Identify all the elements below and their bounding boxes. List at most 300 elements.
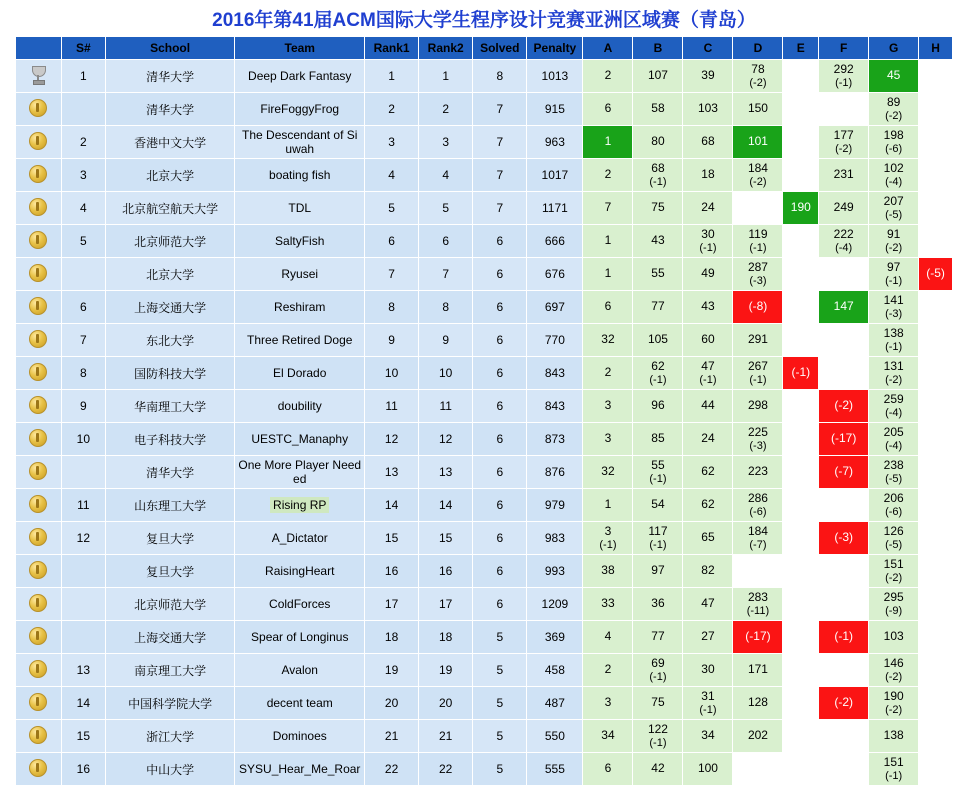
- problem-time: 198: [883, 128, 904, 143]
- column-header-team[interactable]: Team: [235, 37, 365, 60]
- cell-problem-e: [783, 720, 819, 753]
- problem-time: 1: [604, 233, 612, 248]
- cell-rank: 16: [61, 753, 105, 786]
- cell-problem-b: [633, 390, 683, 423]
- column-header-problem-e[interactable]: E: [783, 37, 819, 60]
- cell-team[interactable]: ColdForces: [235, 588, 365, 621]
- cell-problem-c: [683, 291, 733, 324]
- cell-penalty: 369: [527, 621, 583, 654]
- cell-problem-f: [819, 357, 869, 390]
- cell-penalty: 876: [527, 456, 583, 489]
- cell-problem-g: [869, 192, 919, 225]
- problem-time: 138: [883, 728, 904, 743]
- scoreboard-header: [16, 37, 953, 60]
- cell-problem-h: [919, 258, 953, 291]
- cell-problem-h: [919, 225, 953, 258]
- table-row[interactable]: [16, 126, 953, 159]
- cell-problem-h: [919, 291, 953, 324]
- cell-team[interactable]: Deep Dark Fantasy: [235, 60, 365, 93]
- problem-time: 89: [886, 95, 901, 110]
- problem-time: 202: [747, 728, 768, 743]
- problem-time: 206: [883, 491, 904, 506]
- cell-problem-e: [783, 621, 819, 654]
- cell-rank: 8: [61, 357, 105, 390]
- cell-rank1: 13: [365, 456, 419, 489]
- cell-school: 清华大学: [105, 60, 235, 93]
- cell-rank: 12: [61, 522, 105, 555]
- column-header-penalty[interactable]: Penalty: [527, 37, 583, 60]
- cell-problem-f: [819, 126, 869, 159]
- cell-problem-a: [583, 753, 633, 786]
- table-row[interactable]: [16, 720, 953, 753]
- problem-time: 77: [651, 629, 665, 644]
- problem-time: 7: [604, 200, 612, 215]
- problem-time: 101: [747, 134, 768, 149]
- problem-attempts: (-2): [885, 241, 903, 254]
- problem-time: 33: [601, 596, 615, 611]
- cell-rank2: 13: [419, 456, 473, 489]
- problem-time: 119: [748, 227, 768, 242]
- cell-problem-f: [819, 588, 869, 621]
- problem-time: (-17): [831, 431, 857, 446]
- problem-time: 69: [651, 656, 665, 671]
- cell-problem-g: [869, 687, 919, 720]
- cell-rank2: 22: [419, 753, 473, 786]
- problem-attempts: (-1): [749, 241, 767, 254]
- cell-solved: 6: [473, 258, 527, 291]
- column-header-problem-f[interactable]: F: [819, 37, 869, 60]
- problem-time: 34: [701, 728, 715, 743]
- cell-problem-e: [783, 753, 819, 786]
- cell-rank: 2: [61, 126, 105, 159]
- problem-time: 82: [701, 563, 715, 578]
- problem-time: 80: [651, 134, 665, 149]
- cell-rank1: 21: [365, 720, 419, 753]
- cell-team[interactable]: decent team: [235, 687, 365, 720]
- cell-problem-e: [783, 192, 819, 225]
- problem-attempts: (-2): [835, 142, 853, 155]
- column-header-problem-d[interactable]: D: [733, 37, 783, 60]
- cell-problem-e: [783, 225, 819, 258]
- cell-problem-d: [733, 258, 783, 291]
- cell-problem-b: [633, 489, 683, 522]
- cell-problem-h: [919, 489, 953, 522]
- cell-rank2: 16: [419, 555, 473, 588]
- column-header-rank[interactable]: S#: [61, 37, 105, 60]
- problem-time: (-2): [834, 398, 853, 413]
- problem-attempts: (-6): [885, 142, 903, 155]
- column-header-problem-h[interactable]: H: [919, 37, 953, 60]
- medal-icon: [16, 126, 62, 159]
- table-row[interactable]: [16, 753, 953, 786]
- cell-problem-d: [733, 621, 783, 654]
- cell-problem-c: [683, 687, 733, 720]
- cell-problem-h: [919, 654, 953, 687]
- medal-icon: [16, 720, 62, 753]
- table-row[interactable]: [16, 687, 953, 720]
- cell-rank: 11: [61, 489, 105, 522]
- problem-time: 97: [651, 563, 665, 578]
- cell-problem-b: [633, 423, 683, 456]
- cell-problem-e: [783, 357, 819, 390]
- cell-penalty: 487: [527, 687, 583, 720]
- cell-rank1: 20: [365, 687, 419, 720]
- cell-problem-c: [683, 555, 733, 588]
- cell-team[interactable]: A_Dictator: [235, 522, 365, 555]
- cell-problem-b: [633, 357, 683, 390]
- cell-problem-h: [919, 423, 953, 456]
- problem-attempts: (-1): [749, 373, 767, 386]
- cell-rank1: 6: [365, 225, 419, 258]
- cell-problem-e: [783, 60, 819, 93]
- column-header-icon[interactable]: [16, 37, 62, 60]
- problem-time: 292: [833, 62, 854, 77]
- cell-problem-a: [583, 456, 633, 489]
- cell-school: 电子科技大学: [105, 423, 235, 456]
- problem-time: 4: [604, 629, 612, 644]
- cell-problem-a: [583, 93, 633, 126]
- problem-time: 58: [651, 101, 665, 116]
- cell-rank: 1: [61, 60, 105, 93]
- problem-attempts: (-4): [885, 439, 903, 452]
- cell-penalty: 963: [527, 126, 583, 159]
- problem-attempts: (-3): [885, 307, 903, 320]
- column-header-solved[interactable]: Solved: [473, 37, 527, 60]
- problem-time: 55: [651, 458, 665, 473]
- cell-solved: 7: [473, 192, 527, 225]
- cell-problem-d: [733, 753, 783, 786]
- problem-time: 60: [701, 332, 715, 347]
- problem-attempts: (-9): [885, 604, 903, 617]
- column-header-problem-g[interactable]: G: [869, 37, 919, 60]
- cell-team[interactable]: [235, 489, 365, 522]
- cell-solved: 6: [473, 522, 527, 555]
- column-header-rank1[interactable]: Rank1: [365, 37, 419, 60]
- cell-problem-a: [583, 324, 633, 357]
- medal-icon: [16, 159, 62, 192]
- cell-team[interactable]: Avalon: [235, 654, 365, 687]
- table-row[interactable]: [16, 324, 953, 357]
- cell-solved: 8: [473, 60, 527, 93]
- problem-time: 34: [601, 728, 615, 743]
- problem-time: 295: [883, 590, 904, 605]
- problem-time: 54: [651, 497, 665, 512]
- cell-problem-g: [869, 93, 919, 126]
- cell-school: 国防科技大学: [105, 357, 235, 390]
- cell-problem-g: [869, 159, 919, 192]
- cell-problem-a: [583, 489, 633, 522]
- cell-problem-d: [733, 456, 783, 489]
- problem-attempts: (-7): [749, 538, 767, 551]
- cell-problem-c: [683, 489, 733, 522]
- cell-problem-e: [783, 423, 819, 456]
- cell-rank2: 2: [419, 93, 473, 126]
- problem-time: 267: [747, 359, 768, 374]
- problem-time: 286: [747, 491, 768, 506]
- problem-time: 30: [701, 662, 715, 677]
- cell-problem-e: [783, 258, 819, 291]
- cell-rank: 5: [61, 225, 105, 258]
- problem-time: 287: [747, 260, 768, 275]
- cell-team[interactable]: Reshiram: [235, 291, 365, 324]
- column-header-rank2[interactable]: Rank2: [419, 37, 473, 60]
- cell-team[interactable]: TDL: [235, 192, 365, 225]
- cell-problem-f: [819, 423, 869, 456]
- cell-school: 中山大学: [105, 753, 235, 786]
- problem-time: 2: [604, 68, 612, 83]
- cell-rank1: 1: [365, 60, 419, 93]
- column-header-problem-b[interactable]: B: [633, 37, 683, 60]
- problem-attempts: (-1): [649, 175, 667, 188]
- table-row[interactable]: [16, 456, 953, 489]
- cell-team[interactable]: FireFoggyFrog: [235, 93, 365, 126]
- cell-team[interactable]: Dominoes: [235, 720, 365, 753]
- problem-attempts: (-2): [749, 175, 767, 188]
- cell-solved: 6: [473, 489, 527, 522]
- table-row[interactable]: [16, 192, 953, 225]
- table-row[interactable]: [16, 390, 953, 423]
- cell-problem-b: [633, 687, 683, 720]
- cell-problem-a: [583, 258, 633, 291]
- problem-time: 24: [701, 200, 715, 215]
- header-row: [16, 37, 953, 60]
- cell-penalty: 676: [527, 258, 583, 291]
- cell-problem-d: [733, 357, 783, 390]
- cell-problem-g: [869, 291, 919, 324]
- problem-time: 223: [747, 464, 768, 479]
- problem-attempts: (-1): [649, 538, 667, 551]
- cell-rank: [61, 93, 105, 126]
- cell-rank2: 18: [419, 621, 473, 654]
- table-row[interactable]: [16, 225, 953, 258]
- problem-attempts: (-6): [885, 505, 903, 518]
- cell-problem-h: [919, 621, 953, 654]
- table-row[interactable]: [16, 522, 953, 555]
- cell-penalty: 843: [527, 357, 583, 390]
- cell-problem-f: [819, 291, 869, 324]
- problem-time: 62: [701, 464, 715, 479]
- cell-problem-c: [683, 753, 733, 786]
- column-header-problem-c[interactable]: C: [683, 37, 733, 60]
- medal-icon: [16, 456, 62, 489]
- cell-team[interactable]: Three Retired Doge: [235, 324, 365, 357]
- problem-time: 96: [651, 398, 665, 413]
- cell-solved: 6: [473, 423, 527, 456]
- cell-school: 中国科学院大学: [105, 687, 235, 720]
- cell-school: 复旦大学: [105, 555, 235, 588]
- problem-time: 62: [651, 359, 665, 374]
- cell-problem-h: [919, 126, 953, 159]
- problem-attempts: (-1): [649, 472, 667, 485]
- table-row[interactable]: [16, 654, 953, 687]
- cell-problem-g: [869, 423, 919, 456]
- cell-penalty: 550: [527, 720, 583, 753]
- cell-problem-f: [819, 93, 869, 126]
- cell-penalty: 1017: [527, 159, 583, 192]
- table-row[interactable]: [16, 93, 953, 126]
- cell-problem-h: [919, 357, 953, 390]
- cell-school: 浙江大学: [105, 720, 235, 753]
- problem-time: 147: [833, 299, 854, 314]
- cell-rank1: 12: [365, 423, 419, 456]
- table-row[interactable]: [16, 621, 953, 654]
- cell-problem-b: [633, 60, 683, 93]
- problem-time: 259: [883, 392, 904, 407]
- cell-team[interactable]: The Descendant of Si uwah: [235, 126, 365, 159]
- problem-time: 146: [883, 656, 904, 671]
- cell-problem-f: [819, 720, 869, 753]
- medal-icon: [16, 192, 62, 225]
- cell-problem-b: [633, 126, 683, 159]
- cell-penalty: 770: [527, 324, 583, 357]
- cell-team[interactable]: One More Player Need ed: [235, 456, 365, 489]
- cell-solved: 7: [473, 159, 527, 192]
- problem-time: 249: [833, 200, 854, 215]
- cell-problem-g: [869, 456, 919, 489]
- cell-problem-c: [683, 456, 733, 489]
- table-row[interactable]: [16, 489, 953, 522]
- cell-rank: [61, 456, 105, 489]
- cell-problem-h: [919, 93, 953, 126]
- cell-penalty: 555: [527, 753, 583, 786]
- cell-penalty: 993: [527, 555, 583, 588]
- table-row[interactable]: [16, 423, 953, 456]
- cell-problem-h: [919, 390, 953, 423]
- table-row[interactable]: [16, 357, 953, 390]
- problem-time: 47: [701, 596, 715, 611]
- problem-time: (-1): [791, 365, 811, 380]
- cell-rank2: 17: [419, 588, 473, 621]
- problem-attempts: (-2): [885, 109, 903, 122]
- problem-time: 43: [651, 233, 665, 248]
- problem-attempts: (-5): [885, 208, 903, 221]
- cell-team[interactable]: SYSU_Hear_Me_Roar: [235, 753, 365, 786]
- cell-rank: 10: [61, 423, 105, 456]
- cell-rank: 13: [61, 654, 105, 687]
- problem-attempts: (-1): [649, 736, 667, 749]
- problem-time: (-1): [834, 629, 853, 644]
- problem-time: 238: [883, 458, 904, 473]
- cell-problem-f: [819, 324, 869, 357]
- cell-penalty: 873: [527, 423, 583, 456]
- cell-rank2: 7: [419, 258, 473, 291]
- cell-problem-d: [733, 126, 783, 159]
- cell-problem-b: [633, 753, 683, 786]
- medal-icon: [16, 687, 62, 720]
- table-row[interactable]: [16, 258, 953, 291]
- cell-team[interactable]: UESTC_Manaphy: [235, 423, 365, 456]
- problem-time: 291: [747, 332, 768, 347]
- problem-time: 2: [604, 365, 612, 380]
- cell-rank: 3: [61, 159, 105, 192]
- cell-rank2: 8: [419, 291, 473, 324]
- cell-problem-g: [869, 489, 919, 522]
- cell-problem-h: [919, 555, 953, 588]
- cell-team[interactable]: doubility: [235, 390, 365, 423]
- cell-problem-g: [869, 126, 919, 159]
- problem-time: 2: [604, 167, 612, 182]
- cell-rank1: 4: [365, 159, 419, 192]
- table-row[interactable]: [16, 159, 953, 192]
- cell-rank1: 22: [365, 753, 419, 786]
- cell-problem-g: [869, 357, 919, 390]
- medal-icon: [16, 753, 62, 786]
- cell-rank: 14: [61, 687, 105, 720]
- cell-school: 山东理工大学: [105, 489, 235, 522]
- cell-problem-e: [783, 654, 819, 687]
- cell-team[interactable]: RaisingHeart: [235, 555, 365, 588]
- problem-time: 91: [886, 227, 901, 242]
- table-row[interactable]: [16, 588, 953, 621]
- column-header-school[interactable]: School: [105, 37, 235, 60]
- cell-penalty: 843: [527, 390, 583, 423]
- cell-problem-f: [819, 192, 869, 225]
- cell-rank: [61, 621, 105, 654]
- cell-team[interactable]: boating fish: [235, 159, 365, 192]
- cell-problem-d: [733, 390, 783, 423]
- problem-time: 32: [601, 332, 615, 347]
- cell-problem-b: [633, 159, 683, 192]
- problem-time: 222: [833, 227, 854, 242]
- medal-icon: [16, 489, 62, 522]
- problem-time: 39: [701, 68, 715, 83]
- cell-team[interactable]: Spear of Longinus: [235, 621, 365, 654]
- problem-attempts: (-1): [885, 340, 903, 353]
- cell-rank: 15: [61, 720, 105, 753]
- cell-rank1: 17: [365, 588, 419, 621]
- problem-time: (-5): [926, 266, 945, 281]
- problem-time: 42: [651, 761, 665, 776]
- problem-time: 122: [647, 722, 668, 737]
- cell-problem-c: [683, 60, 733, 93]
- problem-attempts: (-2): [885, 373, 903, 386]
- cell-problem-e: [783, 687, 819, 720]
- cell-rank1: 15: [365, 522, 419, 555]
- cell-school: 清华大学: [105, 456, 235, 489]
- cell-team[interactable]: SaltyFish: [235, 225, 365, 258]
- cell-rank1: 9: [365, 324, 419, 357]
- cell-rank2: 20: [419, 687, 473, 720]
- problem-time: 103: [883, 629, 904, 644]
- cell-problem-g: [869, 621, 919, 654]
- cell-problem-c: [683, 192, 733, 225]
- table-row[interactable]: [16, 291, 953, 324]
- cell-team[interactable]: El Dorado: [235, 357, 365, 390]
- cell-team[interactable]: Ryusei: [235, 258, 365, 291]
- cell-problem-c: [683, 159, 733, 192]
- table-row[interactable]: [16, 555, 953, 588]
- cell-solved: 6: [473, 324, 527, 357]
- problem-time: (-7): [834, 464, 853, 479]
- cell-penalty: 697: [527, 291, 583, 324]
- problem-attempts: (-2): [749, 76, 767, 89]
- problem-attempts: (-6): [749, 505, 767, 518]
- cell-solved: 6: [473, 390, 527, 423]
- problem-attempts: (-1): [885, 769, 903, 782]
- table-row[interactable]: [16, 60, 953, 93]
- cell-school: 北京师范大学: [105, 588, 235, 621]
- cell-problem-h: [919, 324, 953, 357]
- cell-problem-e: [783, 93, 819, 126]
- cell-problem-a: [583, 588, 633, 621]
- cell-penalty: 915: [527, 93, 583, 126]
- cell-rank1: 3: [365, 126, 419, 159]
- cell-rank1: 18: [365, 621, 419, 654]
- column-header-problem-a[interactable]: A: [583, 37, 633, 60]
- cell-problem-e: [783, 456, 819, 489]
- problem-time: 62: [701, 497, 715, 512]
- problem-attempts: (-2): [885, 571, 903, 584]
